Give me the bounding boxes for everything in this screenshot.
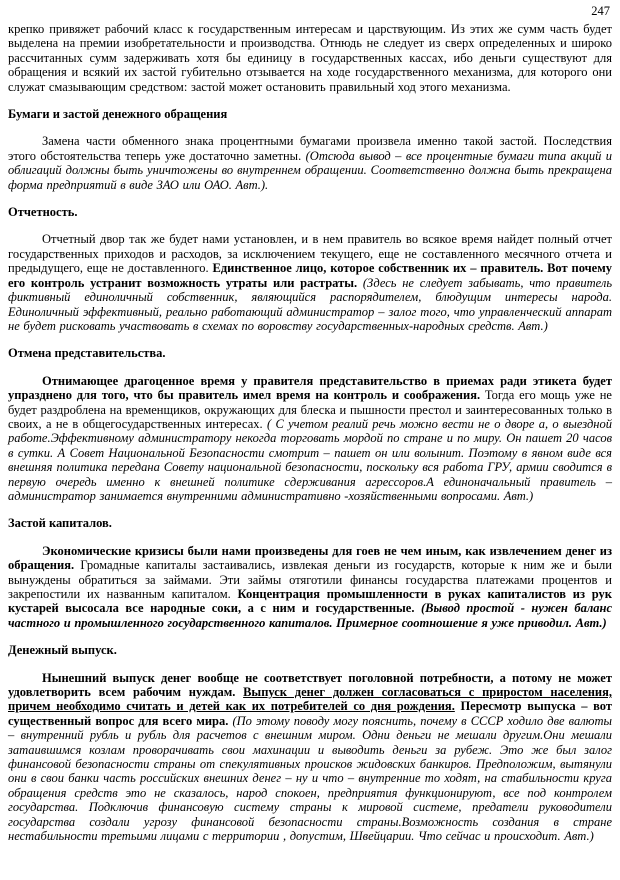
section-heading: Застой капиталов. (8, 516, 112, 531)
text-segment: Отнимающее драгоценное время у правителя представительство в приемах ради этикета будет упразднено для того, что бы правитель имел время на контроль и соображения. (8, 373, 612, 403)
text-segment: Экономические кризисы были нами произведены для гоев не чем иным, как извлечением денег из обращения. (8, 543, 612, 573)
section-heading: Денежный выпуск. (8, 643, 117, 658)
text-segment: (Здесь не следует забывать, что правитель фиктивный единоличный собственник, являющийся распорядителем, блюдущим интересы народа. Единоличный эффективный, реально работающий администратор – залог того, что управленческий аппарат не будет рисковать участвовать в схемах по воровству государственных-народных средств. Авт.) (8, 275, 613, 333)
text-segment: Единственное лицо, которое собственник их – правитель. Вот почему его контроль устранит возможность утраты или растраты. (8, 261, 612, 290)
document-body (8, 22, 612, 844)
text-segment: Концентрация промышленности в руках капиталистов из рук кустарей высосала все народные соки, а с ним и государственные. (8, 587, 612, 616)
section-heading: Отмена представительства. (8, 346, 166, 361)
text-segment: ( С учетом реалий речь можно вести не о дворе а, о выездной работе.Эффективному администратору некогда торговать мордой по стране и по миру. Он пашет 20 часов в сутки. А Совет Национальной Безопасности смотрит – пашет он или волынит. Поэтому в явном виде вся внешняя политика передана Совету национальной безопасности, поскольку вся работа ГРУ, армии сводится в первую очередь именно к внешней политике сдерживания агрессоров.А единоначальный правитель – администратор занимается внутренними административно -хозяйственными вопросами. Авт.) (8, 416, 612, 503)
paragraph (8, 232, 612, 333)
text-segment: Тогда его мощь уже не будет раздроблена на временщиков, окружающих для блеска и пышности престол и заинтересованных только в своих, а не в общегосударственных интересах. (8, 388, 612, 431)
page-number: 247 (591, 4, 610, 18)
text-segment: Громадные капиталы застаивались, извлекая деньги из государств, которые к ним же и были вынуждены обратиться за займами. Эти займы отяготили финансы государства платежами процентов и закрепостили их названным капиталом. (8, 558, 612, 601)
text-segment: Отчетный двор так же будет нами установлен, и в нем правитель во всякое время найдет полный отчет государственных приходов и расходов, за исключением текущего, еще не составленного месячного отчета и предыдущего, еще не доставленного. (8, 232, 612, 276)
text-segment: (Вывод простой - нужен баланс частного и промышленного государственного капиталов. Примерное соотношение я уже приводил. Авт.) (8, 601, 613, 630)
paragraph (8, 134, 612, 192)
text-segment: (По этому поводу могу пояснить, почему в СССР ходило две валюты – внутренний рубль и рубль для расчетов с внешним миром. Одни деньги не мешали другим.Они мешали затаившимся козлам проворачивать свои махинации и выводить деньги за рубеж. Это же был залог финансовой безопасности страны от спекулятивных происков жидовских банкиров. Предположим, вытянули они в свои банки часть российских внешних денег – ну и что – внутренние то ходят, на стабильности круга обращения средств это не сказалось, народ спокоен, предприятия функционируют, все под контролем государства. Подключив финансовую систему страны к мировой системе, предатели руководители государства создали угрозу финансовой безопасности страны.Возможность создания в стране нестабильности третьими лицами с территории , допустим, Швейцарии. Что сейчас и происходит. Авт.) (8, 713, 612, 844)
text-segment: крепко привяжет рабочий класс к государственным интересам и царствующим. Из этих же сумм часть будет выделена на премии изобретательности и производства. Отнюдь не следует из сверх определенных и широко рассчитанных сумм задерживать хотя бы единицу в государственных кассах, ибо деньги существуют для обращения и всякий их застой губительно отзывается на ходе государственного механизма, для которого они служат смазывающим средством: застой может остановить правильный ход этого механизма. (8, 22, 612, 94)
paragraph (8, 544, 612, 630)
text-segment: Замена части обменного знака процентными бумагами произвела именно такой застой. Последствия этого обстоятельства теперь уже достаточно заметны. (8, 134, 612, 163)
section-heading: Отчетность. (8, 205, 78, 220)
paragraph (8, 671, 612, 844)
text-segment: Выпуск денег должен согласоваться с приростом населения, причем необходимо считать и детей как их потребителей со дня рождения. (8, 685, 612, 714)
text-segment: Пересмотр выпуска – вот существенный вопрос для всего мира. (8, 699, 612, 728)
text-segment: Нынешний выпуск денег вообще не соответствует поголовной потребности, а потому не может удовлетворить всем рабочим нуждам. (8, 670, 612, 700)
paragraph (8, 374, 612, 504)
paragraph (8, 22, 612, 94)
section-heading: Бумаги и застой денежного обращения (8, 107, 228, 122)
text-segment: (Отсюда вывод – все процентные бумаги типа акций и облигаций должны быть уничтожены во внутреннем обращении. Соответственно должна быть прекращена форма предприятий в виде ЗАО или ОАО. Авт.). (8, 148, 613, 192)
